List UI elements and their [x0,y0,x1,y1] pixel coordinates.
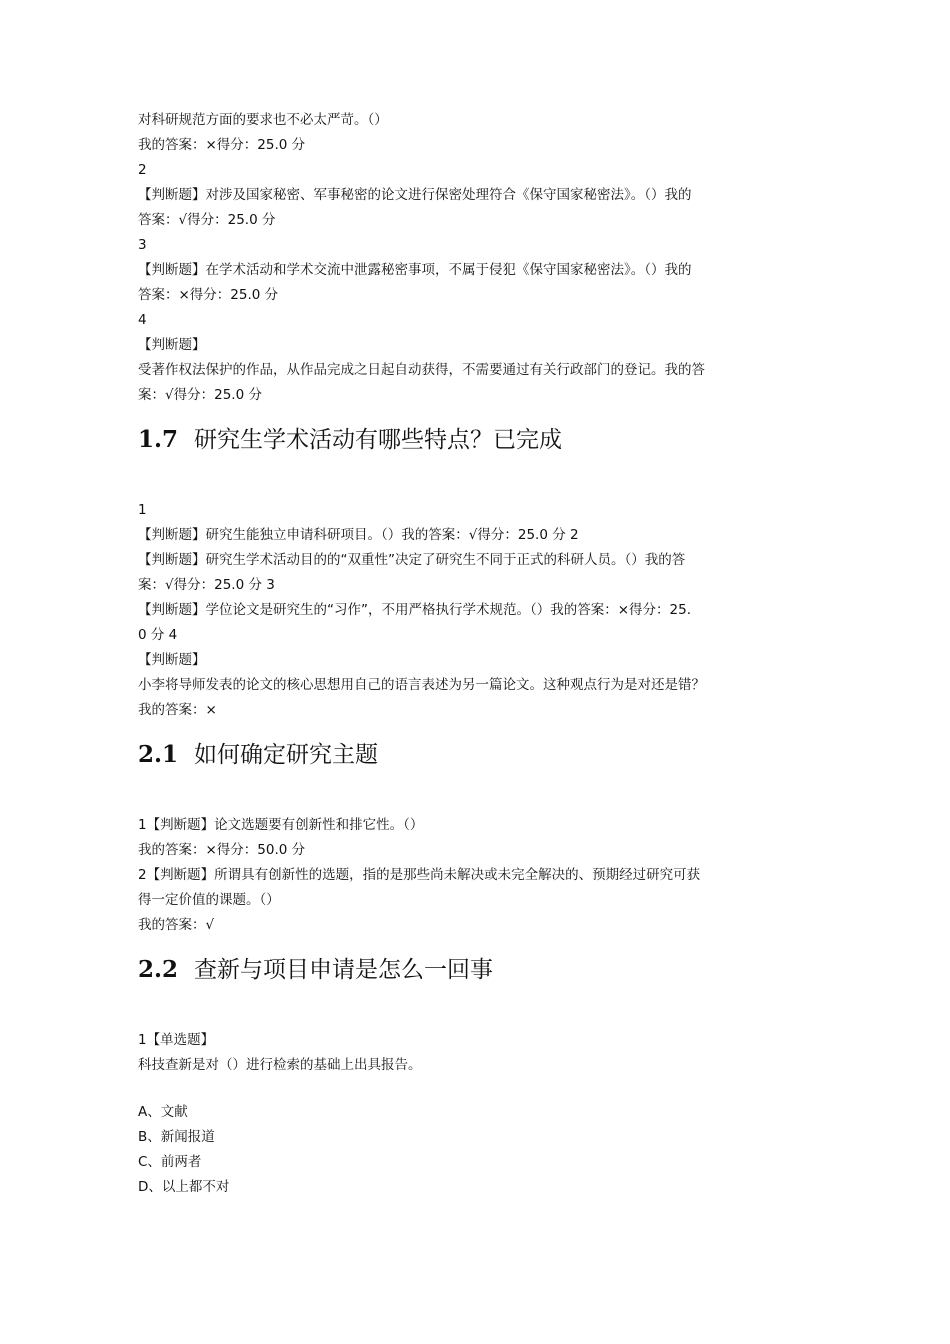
question-text: 【判断题】学位论文是研究生的“习作”，不用严格执行学术规范。（）我的答案：×得分：25. [138,602,692,618]
option-d: D、以上都不对 [138,1179,230,1195]
question-number: 2 [138,162,147,178]
question-number: 3 [138,237,147,253]
question-text: 科技查新是对（）进行检索的基础上出具报告。 [138,1057,422,1073]
section-title: 如何确定研究主题 [194,742,379,768]
question-text: 2【判断题】所谓具有创新性的选题，指的是那些尚未解决或未完全解决的、预期经过研究可获 [138,867,701,883]
question-text: 得一定价值的课题。（） [138,892,280,908]
question-text: 小李将导师发表的论文的核心思想用自己的语言表述为另一篇论文。这种观点行为是对还是错？ [138,677,705,693]
section-title: 研究生学术活动有哪些特点？已完成 [194,427,563,453]
question-text: 受著作权法保护的作品，从作品完成之日起自动获得，不需要通过有关行政部门的登记。我的答 [138,362,705,378]
answer-line: 我的答案：×得分：25.0 分 [138,137,306,153]
section-heading-2-2 [138,948,812,992]
question-number: 4 [138,312,147,328]
answer-line: 我的答案：×得分：50.0 分 [138,842,306,858]
question-type: 【判断题】 [138,652,206,668]
question-text: 1【判断题】论文选题要有创新性和排它性。（） [138,817,424,833]
option-a: A、文献 [138,1104,188,1120]
answer-line: 答案：√得分：25.0 分 [138,212,276,228]
answer-line: 答案：×得分：25.0 分 [138,287,279,303]
answer-line: 案：√得分：25.0 分 [138,387,262,403]
answer-line: 我的答案：√ [138,917,215,933]
section-number: 1.7 [138,426,179,453]
question-type: 【判断题】 [138,337,206,353]
question-number: 1 [138,502,147,518]
section-heading-2-1 [138,733,812,777]
section-number: 2.1 [138,741,179,768]
section-heading-1-7 [138,418,812,462]
question-text: 【判断题】对涉及国家秘密、军事秘密的论文进行保密处理符合《保守国家秘密法》。（）我的 [138,187,692,203]
option-c: C、前两者 [138,1154,202,1170]
question-text: 【判断题】研究生能独立申请科研项目。（）我的答案：√得分：25.0 分 2 [138,527,579,543]
question-type: 1【单选题】 [138,1032,215,1048]
option-b: B、新闻报道 [138,1129,215,1145]
section-title: 查新与项目申请是怎么一回事 [194,957,494,983]
question-text: 【判断题】在学术活动和学术交流中泄露秘密事项，不属于侵犯《保守国家秘密法》。（）我的 [138,262,692,278]
text-line: 对科研规范方面的要求也不必太严苛。（） [138,112,388,128]
answer-line: 我的答案：× [138,702,217,718]
section-number: 2.2 [138,956,179,983]
answer-line: 案：√得分：25.0 分 3 [138,577,275,593]
document-page [138,108,812,1200]
answer-line: 0 分 4 [138,627,178,643]
question-text: 【判断题】研究生学术活动目的的“双重性”决定了研究生不同于正式的科研人员。（）我的答 [138,552,686,568]
